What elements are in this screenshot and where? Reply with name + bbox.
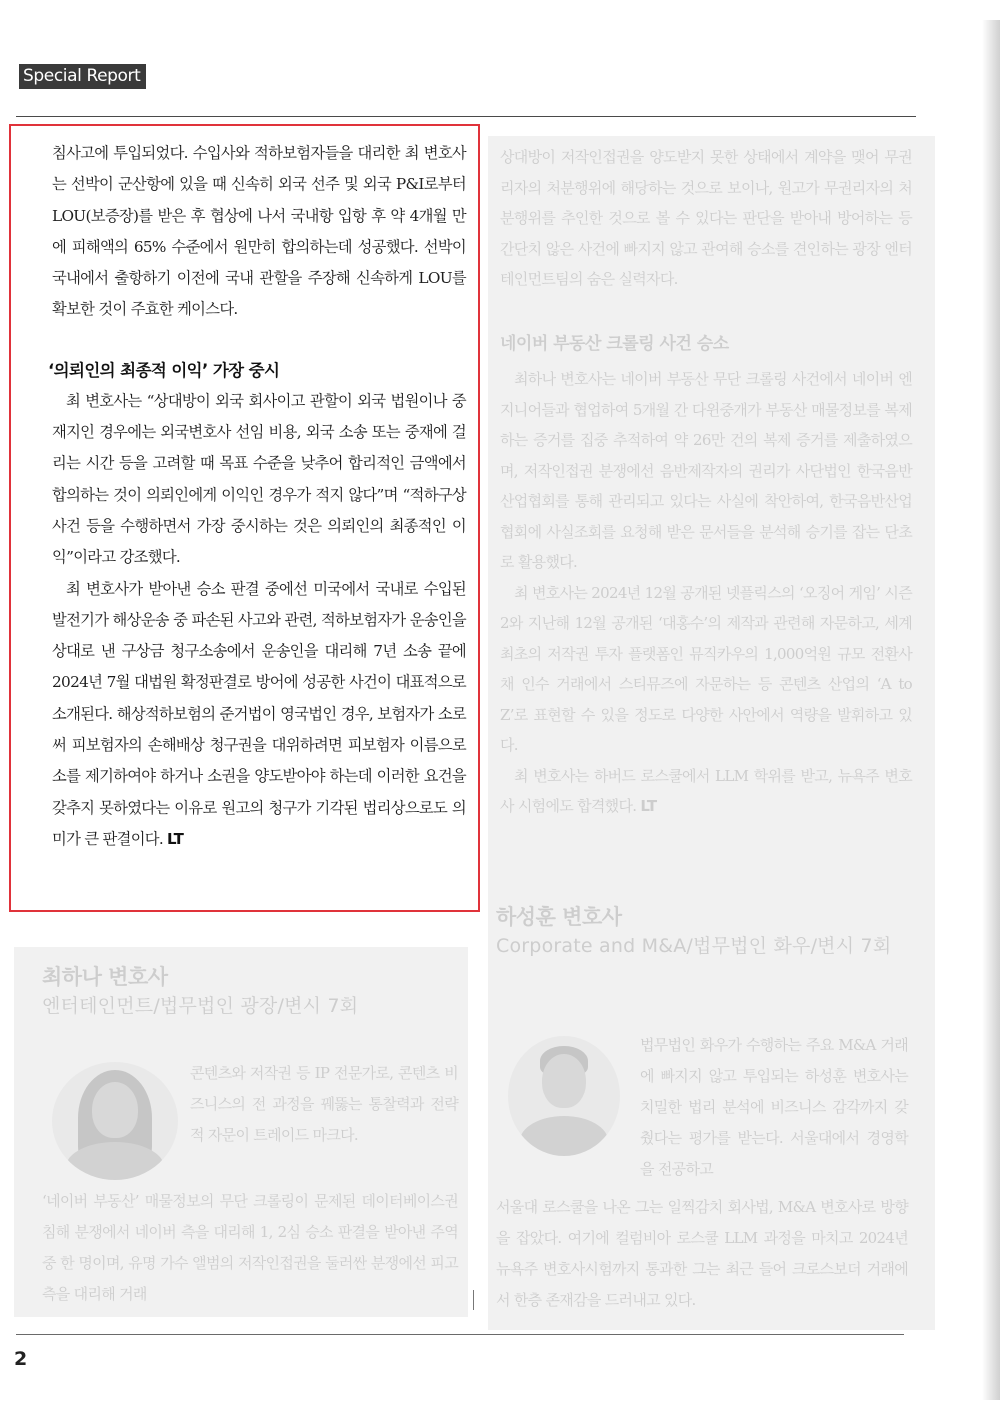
profile-right-subtitle: Corporate and M&A/법무법인 화우/변시 7회 <box>496 935 892 957</box>
right-column-main-text <box>500 330 912 822</box>
right-paragraph-2: 최 변호사는 2024년 12월 공개된 넷플릭스의 ‘오징어 게임’ 시즌2와 지난해 12월 공개된 ‘대홍수’의 제작과 관련해 자문하고, 세계 최초의 저작권 투자 플랫폼인 뮤직카우의 1,000억원 규모 전환사채 인수 거래에서 스티뮤즈에 자문하는 등 콘텐츠 산업의 ‘A to Z’로 표현할 수 있을 정도로 다양한 사안에서 역량을 발휘하고 있다. <box>500 583 912 754</box>
top-rule <box>16 116 916 117</box>
right-column-top-text <box>500 142 912 295</box>
main-section-heading: ‘의뢰인의 최종적 이익’ 가장 중시 <box>48 360 280 380</box>
profile-left-body: ‘네이버 부동산’ 매물정보의 무단 크롤링이 문제된 데이터베이스권 침해 분쟁에서 네이버 측을 대리해 1, 2심 승소 판결을 받아낸 주역 중 한 명이며, 유명 가수 앨범의 저작인접권을 둘러싼 분쟁에선 피고 측을 대리해 거래 <box>42 1192 458 1303</box>
page-number: 2 <box>14 1348 28 1370</box>
right-end-mark: LT <box>640 797 657 815</box>
profile-right-body: 서울대 로스쿨을 나온 그는 일찍감치 회사법, M&A 변호사로 방향을 잡았다. 여기에 컬럼비아 로스쿨 LLM 과정을 마치고 2024년 뉴욕주 변호사시험까지 통과한 그는 최근 들어 크로스보더 거래에서 한층 존재감을 드러내고 있다. <box>496 1198 908 1309</box>
main-end-mark: LT <box>167 829 184 848</box>
profile-right-intro-block <box>640 1030 908 1185</box>
page-edge-shadow <box>982 20 1000 1400</box>
profile-right-header <box>496 902 916 960</box>
profile-right-body-block <box>496 1192 908 1316</box>
profile-left-header <box>42 962 462 1020</box>
section-tag: Special Report <box>19 64 146 89</box>
profile-left-intro-block <box>190 1058 458 1151</box>
profile-left-body-block <box>42 1186 458 1310</box>
right-paragraph-1: 최하나 변호사는 네이버 부동산 무단 크롤링 사건에서 네이버 엔지니어들과 협업하여 5개월 간 다윈중개가 부동산 매물정보를 복제하는 증거를 집중 추적하여 약 26만 건의 복제 증거를 제출하였으며, 저작인접권 분쟁에선 음반제작자의 권리가 사단법인 한국음반산업협회를 통해 관리되고 있다는 사실에 착안하여, 한국음반산업협회에 사실조회를 요청해 받은 문서들을 분석해 승기를 잡는 단초로 활용했다. <box>500 370 912 571</box>
profile-left-photo <box>52 1062 178 1180</box>
profile-right-intro: 법무법인 화우가 수행하는 주요 M&A 거래에 빠지지 않고 투입되는 하성훈 변호사는 치밀한 법리 분석에 비즈니스 감각까지 갖췄다는 평가를 받는다. 서울대에서 경영학을 전공하고 <box>640 1036 908 1178</box>
main-paragraph-3-text: 최 변호사가 받아낸 승소 판결 중에선 미국에서 국내로 수입된 발전기가 해상운송 중 파손된 사고와 관련, 적하보험자가 운송인을 상대로 낸 구상금 청구소송에서 운송인을 대리해 7년 소송 끝에 2024년 7월 대법원 확정판결로 방어에 성공한 사건이 대표적으로 소개된다. 해상적하보험의 준거법이 영국법인 경우, 보험자가 소로써 피보험자의 손해배상 청구권을 대위하려면 피보험자 이름으로 소를 제기하여야 하거나 소권을 양도받아야 하는데 이러한 요건을 갖추지 못하였다는 이유로 원고의 청구가 기각된 법리상으로도 의미가 큰 판결이다. <box>52 579 466 848</box>
profile-right-photo <box>508 1036 620 1156</box>
main-paragraph-2: 최 변호사는 “상대방이 외국 회사이고 관할이 외국 법원이나 중재지인 경우에는 외국변호사 선임 비용, 외국 소송 또는 중재에 걸리는 시간 등을 고려할 때 목표 수준을 낮추어 합리적인 금액에서 합의하는 것이 의뢰인에게 이익인 경우가 적지 않다”며 “적하구상 사건 등을 수행하면서 가장 중시하는 것은 의뢰인의 최종적인 이익”이라고 강조했다. <box>52 391 466 567</box>
profile-left-intro: 콘텐츠와 저작권 등 IP 전문가로, 콘텐츠 비즈니스의 전 과정을 꿰뚫는 통찰력과 전략적 자문이 트레이드 마크다. <box>190 1064 458 1144</box>
bottom-rule <box>16 1334 904 1335</box>
profile-left-name: 최하나 변호사 <box>42 965 168 989</box>
right-paragraph-3-text: 최 변호사는 하버드 로스쿨에서 LLM 학위를 받고, 뉴욕주 변호사 시험에도 합격했다. <box>500 766 912 815</box>
main-article-column <box>48 138 466 855</box>
column-divider <box>473 1290 474 1310</box>
right-paragraph-top: 상대방이 저작인접권을 양도받지 못한 상태에서 계약을 맺어 무권리자의 처분행위에 해당하는 것으로 보이나, 원고가 무권리자의 처분행위를 추인한 것으로 볼 수 있다는 판단을 받아내 방어하는 등 간단치 않은 사건에 빠지지 않고 관여해 승소를 견인하는 광장 엔터테인먼트팀의 숨은 실력자다. <box>500 148 912 288</box>
right-section-heading: 네이버 부동산 크롤링 사건 승소 <box>500 334 729 354</box>
main-paragraph-1: 침사고에 투입되었다. 수입사와 적하보험자들을 대리한 최 변호사는 선박이 군산항에 있을 때 신속히 외국 선주 및 외국 P&I로부터 LOU(보증장)를 받은 후 협상에 나서 국내항 입항 후 약 4개월 만에 피해액의 65% 수준에서 원만히 합의하는데 성공했다. 선박이 국내에서 출항하기 이전에 국내 관할을 주장해 신속하게 LOU를 확보한 것이 주효한 케이스다. <box>52 144 466 319</box>
profile-left-subtitle: 엔터테인먼트/법무법인 광장/변시 7회 <box>42 995 359 1017</box>
main-paragraph-3 <box>52 574 466 856</box>
right-paragraph-3 <box>500 761 912 822</box>
profile-right-name: 하성훈 변호사 <box>496 905 622 929</box>
